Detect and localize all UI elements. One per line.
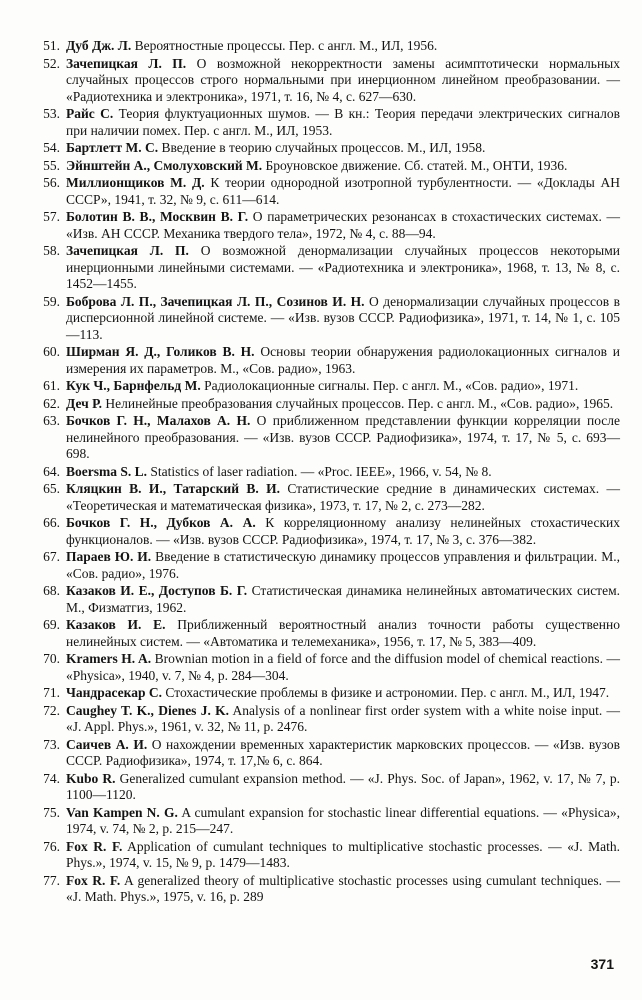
reference-body: Введение в статистическую динамику процессов управления и фильтрации. М., «Сов. радио», 1976. [66,549,621,581]
reference-authors: Caughey T. K., Dienes J. K. [66,702,229,718]
reference-text [66,158,620,175]
reference-number: 73. [43,736,60,752]
reference-text [66,175,620,208]
reference-item [18,209,620,242]
reference-item [18,481,620,514]
reference-authors: Бочков Г. Н., Дубков А. А. [66,515,256,530]
reference-item [18,771,620,804]
reference-text [66,294,620,344]
reference-item [18,413,620,463]
reference-number: 70. [43,651,60,666]
reference-text [66,771,620,804]
reference-authors: Деч Р. [66,395,103,411]
reference-authors: Миллионщиков М. Д. [66,175,205,190]
reference-text [66,413,620,463]
reference-item [18,396,620,413]
reference-body: О приближенном представлении функции корреляции после нелинейного преобразования. — «Изв. вузов СССР. Радиофизика», 1974, т. 17, № 5, с. 693—698. [66,413,621,461]
reference-text [66,805,620,838]
reference-item [18,38,620,55]
reference-number: 71. [43,685,60,700]
reference-number: 62. [43,395,60,411]
reference-text [66,378,620,395]
reference-body: О денормализации случайных процессов в дисперсионной линейной системе. — «Изв. вузов СССР. Радиофизика», 1971, т. 14, № 1, с. 105—113. [66,293,620,342]
reference-item [18,140,620,157]
reference-item [18,56,620,106]
reference-number: 75. [43,804,60,820]
reference-authors: Бартлетт М. С. [66,140,159,155]
reference-text [66,651,620,684]
reference-item [18,839,620,872]
reference-text [66,344,620,377]
reference-body: Статистическая динамика нелинейных автоматических систем. М., Физматгиз, 1962. [66,583,620,615]
reference-text [66,106,620,139]
reference-item [18,737,620,770]
reference-number: 58. [43,243,60,258]
reference-number: 54. [43,140,60,155]
reference-text [66,464,620,481]
reference-body: Brownian motion in a field of force and the diffusion model of chemical reactions. — «Physica», 1940, v. 7, № 4, p. 284—304. [66,651,620,683]
reference-item [18,344,620,377]
reference-body: Статистические средние в динамических системах. — «Теоретическая и математическая физика», 1973, т. 17, № 2, с. 273—282. [66,481,620,513]
reference-number: 59. [43,293,60,309]
reference-number: 61. [43,378,60,393]
reference-body: О нахождении временных характеристик марковских процессов. — «Изв. вузов СССР. Радиофизика», 1974, т. 17,№ 6, с. 864. [66,736,620,768]
reference-body: A generalized theory of multiplicative stochastic processes using cumulant techniques. — «J. Math. Phys.», 1975, v. 16, p. 289 [66,872,620,904]
reference-text [66,481,620,514]
reference-authors: Чандрасекар С. [66,685,163,700]
reference-authors: Fox R. F. [66,872,121,888]
reference-text [66,737,620,770]
reference-number: 72. [43,702,60,718]
reference-item [18,549,620,582]
reference-item [18,106,620,139]
reference-item [18,175,620,208]
reference-item [18,617,620,650]
reference-number: 63. [43,413,60,428]
reference-authors: Fox R. F. [66,838,123,854]
reference-text [66,56,620,106]
reference-authors: Кук Ч., Барнфельд М. [66,378,201,393]
reference-number: 56. [43,175,60,190]
reference-item [18,158,620,175]
reference-text [66,515,620,548]
reference-body: Броуновское движение. Сб. статей. М., ОНТИ, 1936. [262,157,568,173]
reference-item [18,703,620,736]
reference-body: A cumulant expansion for stochastic linear differential equations. — «Physica», 1974, v. 74, № 2, p. 215—247. [66,804,620,836]
reference-number: 66. [43,515,60,530]
reference-body: Statistics of laser radiation. — «Proc. IEEE», 1966, v. 54, № 8. [147,463,492,479]
reference-body: Application of cumulant techniques to multiplicative stochastic processes. — «J. Math. Phys.», 1974, v. 15, № 9, p. 1479—1483. [66,838,620,870]
reference-body: К теории однородной изотропной турбулентности. — «Доклады АН СССР», 1941, т. 32, № 9, с. 611—614. [66,175,620,207]
reference-item [18,583,620,616]
reference-authors: Бочков Г. Н., Малахов А. Н. [66,413,251,428]
reference-number: 69. [43,617,60,632]
reference-body: Нелинейные преобразования случайных процессов. Пер. с англ. М., «Сов. радио», 1965. [102,395,614,411]
reference-number: 77. [43,872,60,888]
reference-authors: Болотин В. В., Москвин В. Г. [66,209,249,224]
reference-authors: Kramers H. A. [66,651,152,666]
reference-authors: Дуб Дж. Л. [66,38,132,53]
reference-number: 52. [43,55,60,71]
reference-authors: Боброва Л. П., Зачепицкая Л. П., Созинов И. Н. [66,293,365,309]
reference-body: Вероятностные процессы. Пер. с англ. М., ИЛ, 1956. [131,38,438,53]
reference-authors: Зачепицкая Л. П. [66,243,189,258]
reference-text [66,549,620,582]
reference-item [18,294,620,344]
reference-authors: Зачепицкая Л. П. [66,55,187,71]
reference-text [66,38,620,55]
reference-number: 64. [43,463,60,479]
reference-authors: Эйнштейн А., Смолуховский М. [66,157,263,173]
reference-body: К корреляционному анализу нелинейных стохастических функционалов. — «Изв. вузов СССР. Радиофизика», 1974, т. 17, № 3, с. 376—382. [66,515,620,547]
reference-body: О возможной денормализации случайных процессов некоторыми инерционными линейными системами. — «Радиотехника и электроника», 1968, т. 13, № 8, с. 1452—1455. [66,243,620,291]
reference-number: 67. [43,549,60,564]
reference-item [18,805,620,838]
reference-number: 55. [43,157,60,173]
reference-item [18,685,620,702]
reference-text [66,685,620,702]
reference-number: 60. [43,344,60,359]
reference-number: 74. [43,770,60,786]
reference-number: 76. [43,838,60,854]
reference-authors: Ширман Я. Д., Голиков В. Н. [66,344,255,359]
reference-body: Теория флуктуационных шумов. — В кн.: Теория передачи электрических сигналов при наличии помех. Пер. с англ. М., ИЛ, 1953. [66,106,620,138]
reference-body: Generalized cumulant expansion method. — «J. Phys. Soc. of Japan», 1962, v. 17, № 7, p. 1100—1120. [66,770,620,802]
reference-text [66,209,620,242]
reference-number: 68. [43,583,60,598]
reference-body: Analysis of a nonlinear first order system with a white noise input. — «J. Appl. Phys.», 1961, v. 32, № 11, p. 2476. [66,702,621,734]
reference-body: Радиолокационные сигналы. Пер. с англ. М., «Сов. радио», 1971. [200,378,579,393]
reference-item [18,651,620,684]
reference-number: 65. [43,481,60,496]
reference-number: 53. [43,106,60,121]
reference-text [66,873,620,906]
reference-body: О параметрических резонансах в стохастических системах. — «Изв. АН СССР. Механика твердого тела», 1972, № 4, с. 88—94. [66,209,621,241]
reference-item [18,378,620,395]
reference-text [66,617,620,650]
reference-authors: Саичев А. И. [66,736,148,752]
reference-text [66,140,620,157]
reference-authors: Kubo R. [66,770,116,786]
reference-body: О возможной некорректности замены асимптотически нормальных случайных процессов строго нормальными при инерционном линейном преобразовании. — «Радиотехника и электроника», 1971, т. 16, № 4, с. 627—630. [66,55,620,104]
reference-number: 57. [43,209,60,224]
reference-authors: Казаков И. Е., Доступов Б. Г. [66,583,248,598]
reference-item [18,515,620,548]
reference-item [18,464,620,481]
reference-body: Основы теории обнаружения радиолокационных сигналов и измерения их параметров. М., «Сов. радио», 1963. [66,344,620,376]
reference-body: Приближенный вероятностный анализ точности работы существенно нелинейных систем. — «Автоматика и телемеханика», 1956, т. 17, № 5, 383—409. [66,617,620,649]
reference-authors: Кляцкин В. И., Татарский В. И. [66,481,280,496]
reference-body: Стохастические проблемы в физике и астрономии. Пер. с англ. М., ИЛ, 1947. [162,685,610,700]
reference-text [66,396,620,413]
reference-text [66,583,620,616]
reference-number: 51. [43,38,60,53]
page-number: 371 [590,956,614,972]
reference-authors: Райс С. [66,106,114,121]
reference-item [18,873,620,906]
reference-body: Введение в теорию случайных процессов. М., ИЛ, 1958. [158,140,486,155]
reference-text [66,839,620,872]
reference-text [66,703,620,736]
reference-list [18,38,620,907]
reference-authors: Параев Ю. И. [66,549,152,564]
reference-authors: Boersma S. L. [66,463,147,479]
reference-text [66,243,620,293]
reference-authors: Van Kampen N. G. [66,804,178,820]
reference-authors: Казаков И. Е. [66,617,166,632]
reference-item [18,243,620,293]
